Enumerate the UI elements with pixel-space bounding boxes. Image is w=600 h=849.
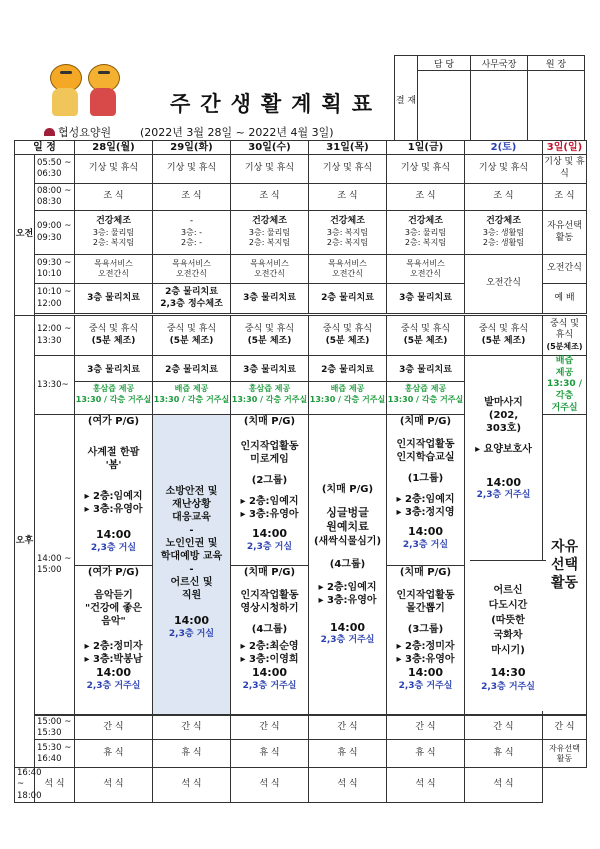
cell-rest: 휴 식 bbox=[153, 740, 231, 768]
cell-exercise: 자유선택 활동 bbox=[543, 211, 587, 255]
cell-wake: 기상 및 휴식 bbox=[543, 155, 587, 184]
day-header: 31일(목) bbox=[309, 141, 387, 155]
cell-exercise: 건강체조 3층: 물리팀 2층: 복지팀 bbox=[387, 211, 465, 255]
cell-breakfast: 조 식 bbox=[543, 184, 587, 211]
day-header: 1일(금) bbox=[387, 141, 465, 155]
cell-pm-physio: 3층 물리치료 홍삼즙 제공 13:30 / 각층 거주실 bbox=[75, 356, 153, 415]
cell-dinner: 석 식 bbox=[75, 768, 153, 802]
cell-exercise: - 3층: - 2층: - bbox=[153, 211, 231, 255]
cell-program-fri: (치매 P/G) 인지작업활동 인지학습교실 (1그룹) ▸ 2층:임예지 ▸ 3층:정지영 14:00 2,3층 거실 (치매 P/G) 인지작업활동 몰간뽑기 (3그룹) ▸ 2층:정미자 ▸ 3층:유영아 14:00 2,3층 거주실 bbox=[387, 415, 465, 715]
cell-snack-am: 오전간식 bbox=[465, 255, 543, 314]
day-header-saturday: 2(토) bbox=[465, 141, 543, 155]
page-title: 주간생활계획표 bbox=[170, 91, 383, 116]
cell-snack-pm: 간 식 bbox=[465, 716, 543, 740]
cell-snack-pm: 간 식 bbox=[309, 716, 387, 740]
cell-bath: 목욕서비스 오전간식 bbox=[153, 255, 231, 284]
cell-snack-pm: 간 식 bbox=[543, 716, 587, 740]
cell-snack-pm: 간 식 bbox=[387, 716, 465, 740]
cell-rest: 휴 식 bbox=[309, 740, 387, 768]
cell-dinner: 석 식 bbox=[153, 768, 231, 802]
org-logo-icon bbox=[44, 128, 55, 136]
cell-lunch: 중식 및 휴식 (5분 체조) bbox=[75, 316, 153, 356]
cell-exercise: 건강체조 3층: 물리팀 2층: 복지팀 bbox=[75, 211, 153, 255]
cell-breakfast: 조 식 bbox=[231, 184, 309, 211]
cell-wake: 기상 및 휴식 bbox=[465, 155, 543, 184]
org-name: 협성요양원 bbox=[44, 124, 111, 140]
cell-dinner: 석 식 bbox=[465, 768, 543, 802]
cell-bath: 목욕서비스 오전간식 bbox=[231, 255, 309, 284]
approval-role: 담 당 bbox=[418, 56, 471, 71]
time-slot: 15:30 ~ 16:40 bbox=[35, 740, 75, 768]
time-slot: 10:10 ~ 12:00 bbox=[35, 284, 75, 314]
cell-snack-sun: 배즙 제공 13:30 / 각층 거주실 bbox=[543, 356, 587, 415]
day-header: 28일(월) bbox=[75, 141, 153, 155]
schedule-period: (2022년 3월 28일 ~ 2022년 4월 3일) bbox=[140, 126, 334, 139]
cell-wake: 기상 및 휴식 bbox=[387, 155, 465, 184]
cell-snack-pm: 간 식 bbox=[153, 716, 231, 740]
approval-role: 사무국장 bbox=[471, 56, 528, 71]
cell-breakfast: 조 식 bbox=[465, 184, 543, 211]
cell-exercise: 건강체조 3층: 물리팀 2층: 복지팀 bbox=[231, 211, 309, 255]
cell-physio: 2층 물리치료 bbox=[309, 284, 387, 314]
cell-rest: 휴 식 bbox=[465, 740, 543, 768]
cell-lunch: 중식 및 휴식 (5분 체조) bbox=[387, 316, 465, 356]
cell-dinner: 석 식 bbox=[231, 768, 309, 802]
cell-physio: 3층 물리치료 bbox=[387, 284, 465, 314]
cell-bath: 목욕서비스 오전간식 bbox=[309, 255, 387, 284]
cell-pm-physio: 3층 물리치료 홍삼즙 제공 13:30 / 각층 거주실 bbox=[387, 356, 465, 415]
cell-physio: 3층 물리치료 bbox=[231, 284, 309, 314]
approval-role: 원 장 bbox=[528, 56, 585, 71]
cell-pm-physio: 3층 물리치료 홍삼즙 제공 13:30 / 각층 거주실 bbox=[231, 356, 309, 415]
cell-bath: 목욕서비스 오전간식 bbox=[75, 255, 153, 284]
time-slot: 12:00 ~ 13:30 bbox=[35, 316, 75, 356]
cell-dinner: 석 식 bbox=[309, 768, 387, 802]
cell-physio: 3층 물리치료 bbox=[75, 284, 153, 314]
cell-rest: 휴 식 bbox=[75, 740, 153, 768]
approval-label: 결 재 bbox=[395, 56, 418, 143]
cell-lunch: 중식 및 휴식 (5분 체조) bbox=[309, 316, 387, 356]
day-header: 29일(화) bbox=[153, 141, 231, 155]
cell-snack-am: 오전간식 bbox=[543, 255, 587, 284]
cell-dinner: 석 식 bbox=[35, 768, 75, 802]
cell-bath: 목욕서비스 오전간식 bbox=[387, 255, 465, 284]
cell-breakfast: 조 식 bbox=[153, 184, 231, 211]
cell-wake: 기상 및 휴식 bbox=[153, 155, 231, 184]
cell-lunch: 중식 및 휴식 (5분 체조) bbox=[153, 316, 231, 356]
cell-breakfast: 조 식 bbox=[75, 184, 153, 211]
time-slot: 14:00 ~ 15:00 bbox=[35, 415, 75, 715]
cell-lunch: 중식 및 휴식 (5분 체조) bbox=[231, 316, 309, 356]
cell-lunch: 중식 및 휴식 (5분 체조) bbox=[465, 316, 543, 356]
cell-pm-physio: 2층 물리치료 배즙 제공 13:30 / 각층 거주실 bbox=[309, 356, 387, 415]
time-slot: 15:00 ~ 15:30 bbox=[35, 716, 75, 740]
cell-program-sun: 자유 선택 활동 bbox=[543, 415, 587, 715]
cell-program-tue: 소방안전 및 재난상황 대응교육 - 노인인권 및 학대예방 교육 - 어르신 및 직원 14:00 2,3층 거실 bbox=[153, 415, 231, 715]
cell-wake: 기상 및 휴식 bbox=[309, 155, 387, 184]
day-header-sunday: 3일(일) bbox=[543, 141, 587, 155]
cell-program-sat-a: 발마사지 (202, 303호) ▸ 요양보호사 14:00 2,3층 거주실 bbox=[465, 356, 543, 715]
cell-wake: 기상 및 휴식 bbox=[231, 155, 309, 184]
approval-box bbox=[394, 55, 585, 143]
approval-signature bbox=[528, 71, 585, 143]
tiger-mascot-left bbox=[48, 64, 82, 118]
date-header: 일 정 bbox=[15, 141, 75, 155]
time-slot: 13:30~ bbox=[35, 356, 75, 415]
day-header: 30일(수) bbox=[231, 141, 309, 155]
time-slot: 08:00 ~ 08:30 bbox=[35, 184, 75, 211]
cell-program-wed: (치매 P/G) 인지작업활동 미로게임 (2그룹) ▸ 2층:임예지 ▸ 3층:유영아 14:00 2,3층 거실 (치매 P/G) 인지작업활동 영상시청하기 (4그룹) ▸ 2층:최순영 ▸ 3층:이영희 14:00 2,3층 거주실 bbox=[231, 415, 309, 715]
cell-worship: 예 배 bbox=[543, 284, 587, 314]
cell-program-sat-b: 어르신 다도시간 (따뜻한 국화차 마시기) 14:30 2,3층 거주실 bbox=[470, 560, 546, 711]
cell-rest: 자유선택 활동 bbox=[543, 740, 587, 768]
cell-program-thu: (치매 P/G) 싱글벙글 원예치료 (새싹식물심기) (4그룹) ▸ 2층:임예지 ▸ 3층:유영아 14:00 2,3층 거주실 bbox=[309, 415, 387, 715]
tiger-mascot-right bbox=[86, 64, 120, 118]
time-slot: 16:40 ~ 18:00 bbox=[15, 768, 35, 802]
cell-program-mon: (여가 P/G) 사계절 한팜 '봄' ▸ 2층:임예지 ▸ 3층:유영아 14:00 2,3층 거실 (여가 P/G) 음악듣기 "건강에 좋은 음악" ▸ 2층:정미자 ▸ 3층:박봉남 14:00 2,3층 거주실 bbox=[75, 415, 153, 715]
approval-signature bbox=[418, 71, 471, 143]
cell-breakfast: 조 식 bbox=[309, 184, 387, 211]
cell-wake: 기상 및 휴식 bbox=[75, 155, 153, 184]
cell-exercise: 건강체조 3층: 복지팀 2층: 복지팀 bbox=[309, 211, 387, 255]
am-section-label: 오전 bbox=[15, 155, 35, 316]
cell-breakfast: 조 식 bbox=[387, 184, 465, 211]
time-slot: 09:00 ~ 09:30 bbox=[35, 211, 75, 255]
cell-rest: 휴 식 bbox=[231, 740, 309, 768]
cell-physio: 2층 물리치료 2,3층 정수체조 bbox=[153, 284, 231, 314]
cell-lunch: 중식 및 휴식 (5분체조) bbox=[543, 316, 587, 356]
cell-snack-pm: 간 식 bbox=[231, 716, 309, 740]
cell-snack-pm: 간 식 bbox=[75, 716, 153, 740]
time-slot: 05:50 ~ 06:30 bbox=[35, 155, 75, 184]
pm-section-label: 오후 bbox=[15, 316, 35, 768]
time-slot: 09:30 ~ 10:10 bbox=[35, 255, 75, 284]
cell-pm-physio: 2층 물리치료 배즙 제공 13:30 / 각층 거주실 bbox=[153, 356, 231, 415]
cell-exercise: 건강체조 3층: 생활팀 2층: 생활팀 bbox=[465, 211, 543, 255]
cell-dinner: 석 식 bbox=[387, 768, 465, 802]
approval-signature bbox=[471, 71, 528, 143]
cell-rest: 휴 식 bbox=[387, 740, 465, 768]
